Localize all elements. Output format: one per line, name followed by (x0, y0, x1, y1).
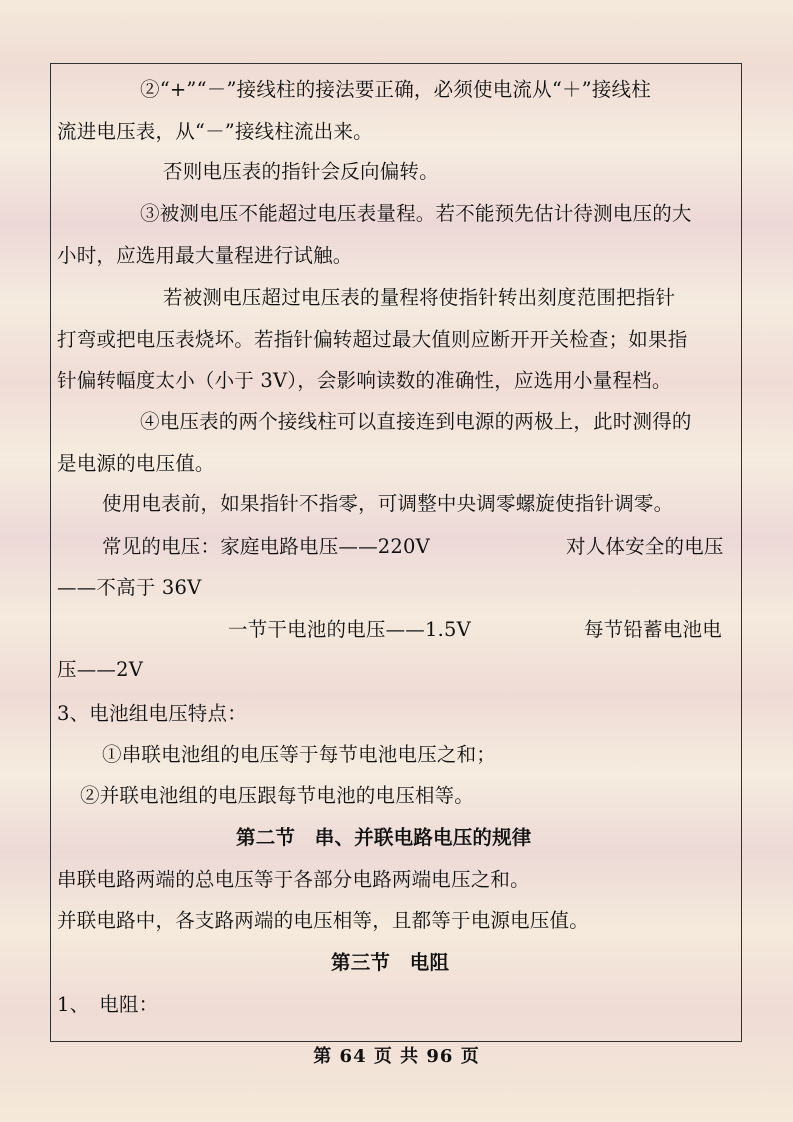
text-line: 针偏转幅度太小（小于 3V），会影响读数的准确性，应选用小量程档。 (57, 369, 672, 392)
text-line: ②并联电池组的电压跟每节电池的电压相等。 (80, 784, 475, 807)
page-footer: 第 64 页 共 96 页 (313, 1046, 480, 1067)
text-line: ③被测电压不能超过电压表量程。若不能预先估计待测电压的大 (140, 202, 692, 225)
text-line: 使用电表前，如果指针不指零，可调整中央调零螺旋使指针调零。 (102, 492, 674, 515)
text-line: ——不高于 36V (57, 576, 202, 599)
text-line: 若被测电压超过电压表的量程将使指针转出刻度范围把指针 (163, 286, 676, 309)
text-line: ②“+”“－”接线柱的接法要正确，必须使电流从“＋”接线柱 (140, 78, 651, 101)
text-line: ①串联电池组的电压等于每节电池电压之和； (102, 743, 497, 766)
text-line: 并联电路中，各支路两端的电压相等，且都等于电源电压值。 (57, 909, 589, 932)
text-line: 打弯或把电压表烧坏。若指针偏转超过最大值则应断开开关检查；如果指 (57, 328, 688, 351)
section-heading: 第三节 电阻 (331, 951, 450, 974)
text-line: 是电源的电压值。 (57, 452, 215, 475)
text-line: 1、 电阻： (57, 993, 159, 1016)
text-line: 否则电压表的指针会反向偏转。 (163, 160, 439, 183)
text-line: 压——2V (57, 658, 143, 681)
text-line: 对人体安全的电压 (566, 535, 724, 558)
text-line: ④电压表的两个接线柱可以直接连到电源的两极上，此时测得的 (140, 410, 692, 433)
text-line: 一节干电池的电压——1.5V (228, 618, 471, 641)
text-line: 小时，应选用最大量程进行试触。 (57, 244, 353, 267)
text-line: 3、电池组电压特点： (57, 702, 247, 725)
text-line: 串联电路两端的总电压等于各部分电路两端电压之和。 (57, 868, 530, 891)
text-line: 常见的电压：家庭电路电压——220V (102, 535, 430, 558)
text-line: 每节铅蓄电池电 (584, 618, 722, 641)
section-heading: 第二节 串、并联电路电压的规律 (236, 826, 532, 849)
text-line: 流进电压表，从“－”接线柱流出来。 (57, 120, 373, 143)
